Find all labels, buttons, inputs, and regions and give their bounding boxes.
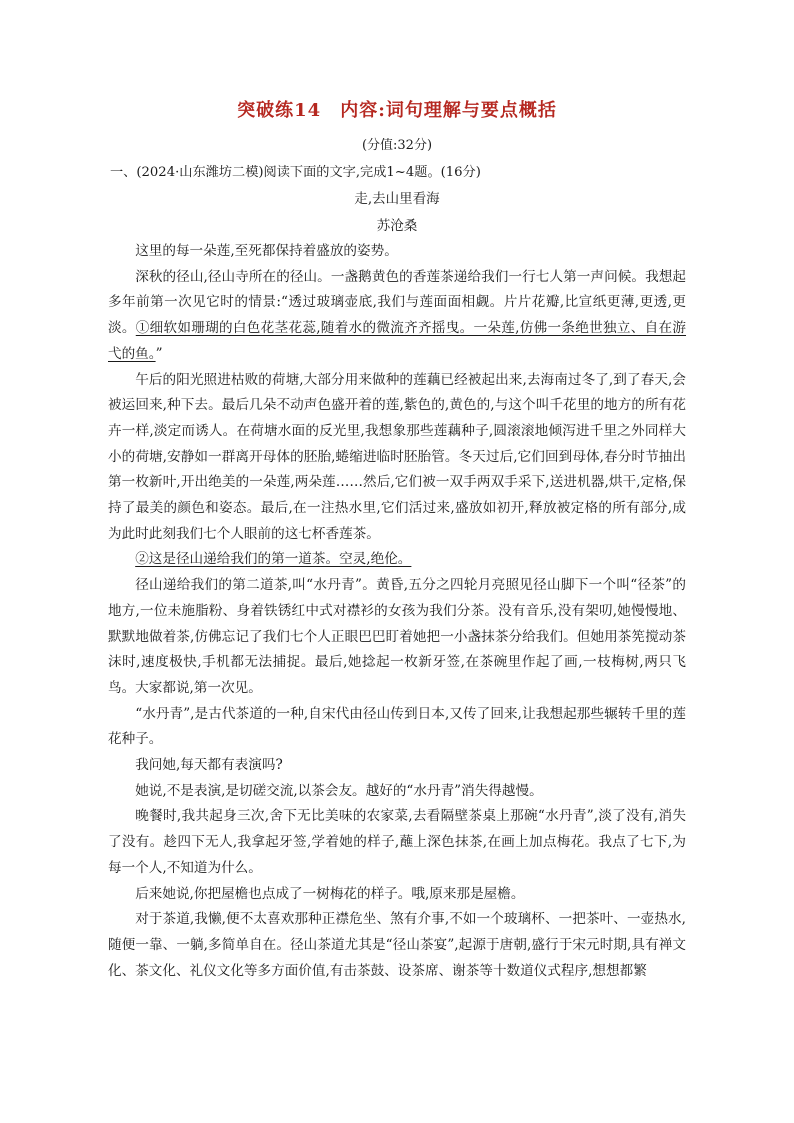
- paragraph-text: 午后的阳光照进枯败的荷塘,大部分用来做种的莲藕已经被起出来,去海南过冬了,到了春天,会被运回来,种下去。最后几朵不动声色盛开着的莲,紫色的,黄色的,与这个叫千花里的地方的所有花卉一样,淡定而诱人。在荷塘水面的反光里,我想象那些莲藕种子,圆滚滚地倾泻进千里之外同样大小的荷塘,安静如一群离开母体的胚胎,蜷缩进临时胚胎管。冬天过后,它们回到母体,春分时节抽出第一枚新叶,开出绝美的一朵莲,两朵莲……然后,它们被一双手两双手采下,送进机器,烘干,定格,保持了最美的颜色和姿态。最后,在一注热水里,它们活过来,盛放如初开,释放被定格的所有部分,成为此时此刻我们七个人眼前的这七杯香莲茶。: [108, 371, 686, 542]
- essay-paragraph: [108, 804, 686, 881]
- paragraph-text: 晚餐时,我共起身三次,舍下无比美味的农家菜,去看隔壁茶桌上那碗“水丹青”,淡了没有,消失了没有。趁四下无人,我拿起牙签,学着她的样子,蘸上深色抹茶,在画上加点梅花。我点了七下,为每一个人,不知道为什么。: [108, 808, 686, 876]
- score-note: (分值:32分): [361, 138, 433, 153]
- essay-paragraph: [108, 573, 686, 702]
- underlined-sentence: ②这是径山递给我们的第一道茶。空灵,绝伦。: [135, 551, 412, 568]
- essay-paragraph: [108, 779, 686, 805]
- essay-paragraph: [108, 239, 686, 265]
- paragraph-text: 这里的每一朵莲,至死都保持着盛放的姿势。: [135, 243, 398, 259]
- essay-paragraph: [108, 368, 686, 548]
- paragraph-text: 深秋的径山,径山寺所在的径山。一盏鹅黄色的香莲茶递给我们一行七人第一声问候。我想起多年前第一次见它时的情景:“透过玻璃壶底,我们与莲面面相觑。片片花瓣,比宣纸更薄,更透,更淡。: [108, 268, 686, 337]
- essay-title: 走,去山里看海: [354, 191, 440, 207]
- section-instruction: 一、(2024·山东潍坊二模)阅读下面的文字,完成1~4题。(16分): [110, 165, 481, 180]
- essay-paragraph: [108, 547, 686, 573]
- paragraph-text: ”: [155, 345, 163, 362]
- essay-author: 苏沧桑: [376, 218, 418, 234]
- paragraph-text: 后来她说,你把屋檐也点成了一树梅花的样子。哦,原来那是屋檐。: [135, 885, 525, 902]
- paragraph-text: 对于茶道,我懒,便不太喜欢那种正襟危坐、煞有介事,不如一个玻璃杯、一把茶叶、一壶热水,随便一靠、一躺,多简单自在。径山茶道尤其是“径山茶宴”,起源于唐朝,盛行于宋元时期,具有禅文化、茶文化、礼仪文化等多方面价值,有击茶鼓、设茶席、谢茶等十数道仪式程序,想想都繁: [108, 911, 686, 979]
- essay-body: [108, 239, 686, 984]
- essay-paragraph: [108, 265, 686, 368]
- essay-paragraph: [108, 702, 686, 753]
- paragraph-text: 径山递给我们的第二道茶,叫“水丹青”。黄昏,五分之四轮月亮照见径山脚下一个叫“径茶”的地方,一位未施脂粉、身着铁锈红中式对襟衫的女孩为我们分茶。没有音乐,没有架叨,她慢慢地、默默地做着茶,仿佛忘记了我们七个人正眼巴巴盯着她把一小盏抹茶分给我们。但她用茶筅搅动茶沫时,速度极快,手机都无法捕捉。最后,她捻起一枚新牙签,在茶碗里作起了画,一枝梅树,两只飞鸟。大家都说,第一次见。: [108, 577, 686, 696]
- underlined-sentence: ①细软如珊瑚的白色花茎花蕊,随着水的微流齐齐摇曳。一朵莲,仿佛一条绝世独立、自在游弋的鱼。: [108, 320, 687, 362]
- essay-paragraph: [108, 907, 686, 984]
- paragraph-text: “水丹青”,是古代茶道的一种,自宋代由径山传到日本,又传了回来,让我想起那些辗转千里的莲花种子。: [108, 705, 686, 748]
- essay-paragraph: [108, 882, 686, 908]
- paragraph-text: 她说,不是表演,是切磋交流,以茶会友。越好的“水丹青”消失得越慢。: [135, 782, 543, 799]
- essay-paragraph: [108, 753, 686, 779]
- page-title: 突破练14 内容:词句理解与要点概括: [237, 100, 557, 121]
- paragraph-text: 我问她,每天都有表演吗?: [135, 757, 283, 774]
